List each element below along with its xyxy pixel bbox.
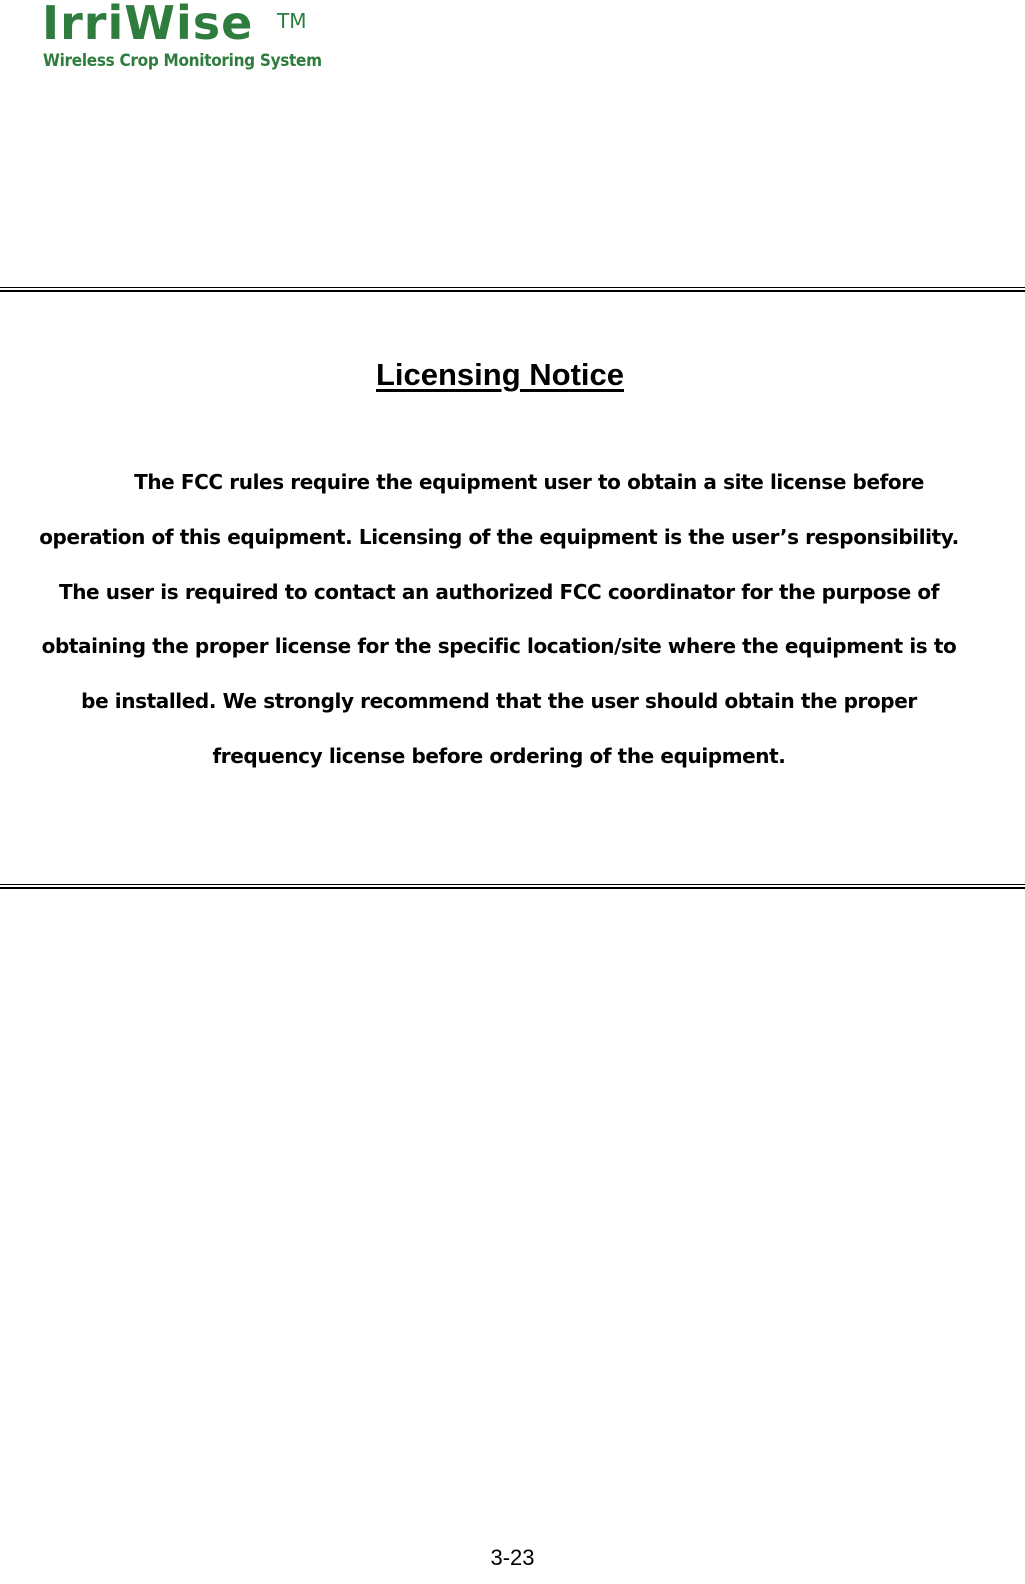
notice-line: The FCC rules require the equipment user to obtain a site license before [134,470,924,494]
bottom-double-rule [0,884,1025,889]
notice-line: be installed. We strongly recommend that the user should obtain the proper [81,689,917,714]
notice-body [14,455,984,784]
page-number: 3-23 [490,1545,535,1570]
notice-title: Licensing Notice [375,357,625,392]
logo-tagline: Wireless Crop Monitoring System [43,51,322,71]
notice-line: obtaining the proper license for the specific location/site where the equipment is to [41,634,957,659]
irriwise-logo [40,0,330,80]
logo-wordmark: IrriWise [42,0,254,50]
notice-line: The user is required to contact an authorized FCC coordinator for the purpose of [58,579,940,604]
top-double-rule [0,287,1025,292]
logo-trademark: TM [277,9,307,33]
notice-line: frequency license before ordering of the equipment. [212,743,786,768]
notice-line: operation of this equipment. Licensing of the equipment is the user’s responsibility. [39,524,959,549]
